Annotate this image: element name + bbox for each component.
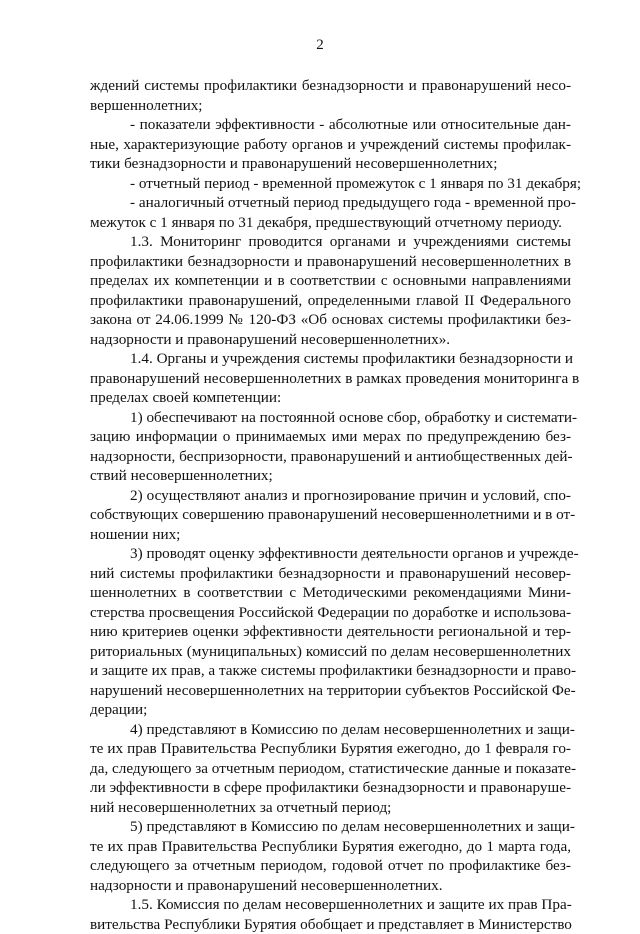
text-line: ли эффективности в сфере профилактики безнадзорности и правонаруше- [90, 778, 571, 798]
text-line: шеннолетних в соответствии с Методическими рекомендациями Мини- [90, 583, 571, 603]
text-line: 2) осуществляют анализ и прогнозирование причин и условий, спо- [90, 486, 571, 506]
text-line: пределах их компетенции и в соответствии с основными направлениями [90, 271, 571, 291]
text-line: - отчетный период - временной промежуток с 1 января по 31 декабря; [90, 174, 571, 194]
text-line: стерства просвещения Российской Федерации по доработке и использова- [90, 603, 571, 623]
text-line: 1.5. Комиссия по делам несовершеннолетних и защите их прав Пра- [90, 895, 571, 915]
text-line: пределах своей компетенции: [90, 388, 571, 408]
text-line: правонарушений несовершеннолетних в рамках проведения мониторинга в [90, 369, 571, 389]
text-line: - показатели эффективности - абсолютные или относительные дан- [90, 115, 571, 135]
text-line: ний несовершеннолетних за отчетный период; [90, 798, 571, 818]
text-line: нию критериев оценки эффективности деятельности региональной и тер- [90, 622, 571, 642]
text-line: риториальных (муниципальных) комиссий по делам несовершеннолетних [90, 642, 571, 662]
text-line: дерации; [90, 700, 571, 720]
document-body [90, 76, 571, 934]
text-line: нарушений несовершеннолетних на территории субъектов Российской Фе- [90, 681, 571, 701]
text-line: межуток с 1 января по 31 декабря, предшествующий отчетному периоду. [90, 213, 571, 233]
text-line: следующего за отчетным периодом, годовой отчет по профилактике без- [90, 856, 571, 876]
text-line: и защите их прав, а также системы профилактики безнадзорности и право- [90, 661, 571, 681]
text-line: 4) представляют в Комиссию по делам несовершеннолетних и защи- [90, 720, 571, 740]
text-line: 1) обеспечивают на постоянной основе сбор, обработку и системати- [90, 408, 571, 428]
text-line: зацию информации о принимаемых ими мерах по предупреждению без- [90, 427, 571, 447]
text-line: 1.4. Органы и учреждения системы профилактики безнадзорности и [90, 349, 571, 369]
text-line: ний системы профилактики безнадзорности и правонарушений несовер- [90, 564, 571, 584]
text-line: те их прав Правительства Республики Бурятия ежегодно, до 1 февраля го- [90, 739, 571, 759]
text-line: 1.3. Мониторинг проводится органами и учреждениями системы [90, 232, 571, 252]
text-line: тики безнадзорности и правонарушений несовершеннолетних; [90, 154, 571, 174]
text-line: ствий несовершеннолетних; [90, 466, 571, 486]
text-line: - аналогичный отчетный период предыдущего года - временной про- [90, 193, 571, 213]
text-line: профилактики безнадзорности и правонарушений несовершеннолетних в [90, 252, 571, 272]
text-line: вершеннолетних; [90, 96, 571, 116]
text-line: надзорности и правонарушений несовершеннолетних. [90, 876, 571, 896]
text-line: ношении них; [90, 525, 571, 545]
text-line: ждений системы профилактики безнадзорности и правонарушений несо- [90, 76, 571, 96]
text-line: вительства Республики Бурятия обобщает и представляет в Министерство [90, 915, 571, 934]
text-line: те их прав Правительства Республики Бурятия ежегодно, до 1 марта года, [90, 837, 571, 857]
text-line: надзорности, беспризорности, правонарушений и антиобщественных дей- [90, 447, 571, 467]
text-line: 3) проводят оценку эффективности деятельности органов и учрежде- [90, 544, 571, 564]
text-line: да, следующего за отчетным периодом, статистические данные и показате- [90, 759, 571, 779]
text-line: закона от 24.06.1999 № 120-ФЗ «Об основах системы профилактики без- [90, 310, 571, 330]
text-line: собствующих совершению правонарушений несовершеннолетними и в от- [90, 505, 571, 525]
text-line: надзорности и правонарушений несовершеннолетних». [90, 330, 571, 350]
text-line: 5) представляют в Комиссию по делам несовершеннолетних и защи- [90, 817, 571, 837]
text-line: ные, характеризующие работу органов и учреждений системы профилак- [90, 135, 571, 155]
page-number: 2 [0, 36, 640, 54]
text-line: профилактики правонарушений, определенными главой II Федерального [90, 291, 571, 311]
